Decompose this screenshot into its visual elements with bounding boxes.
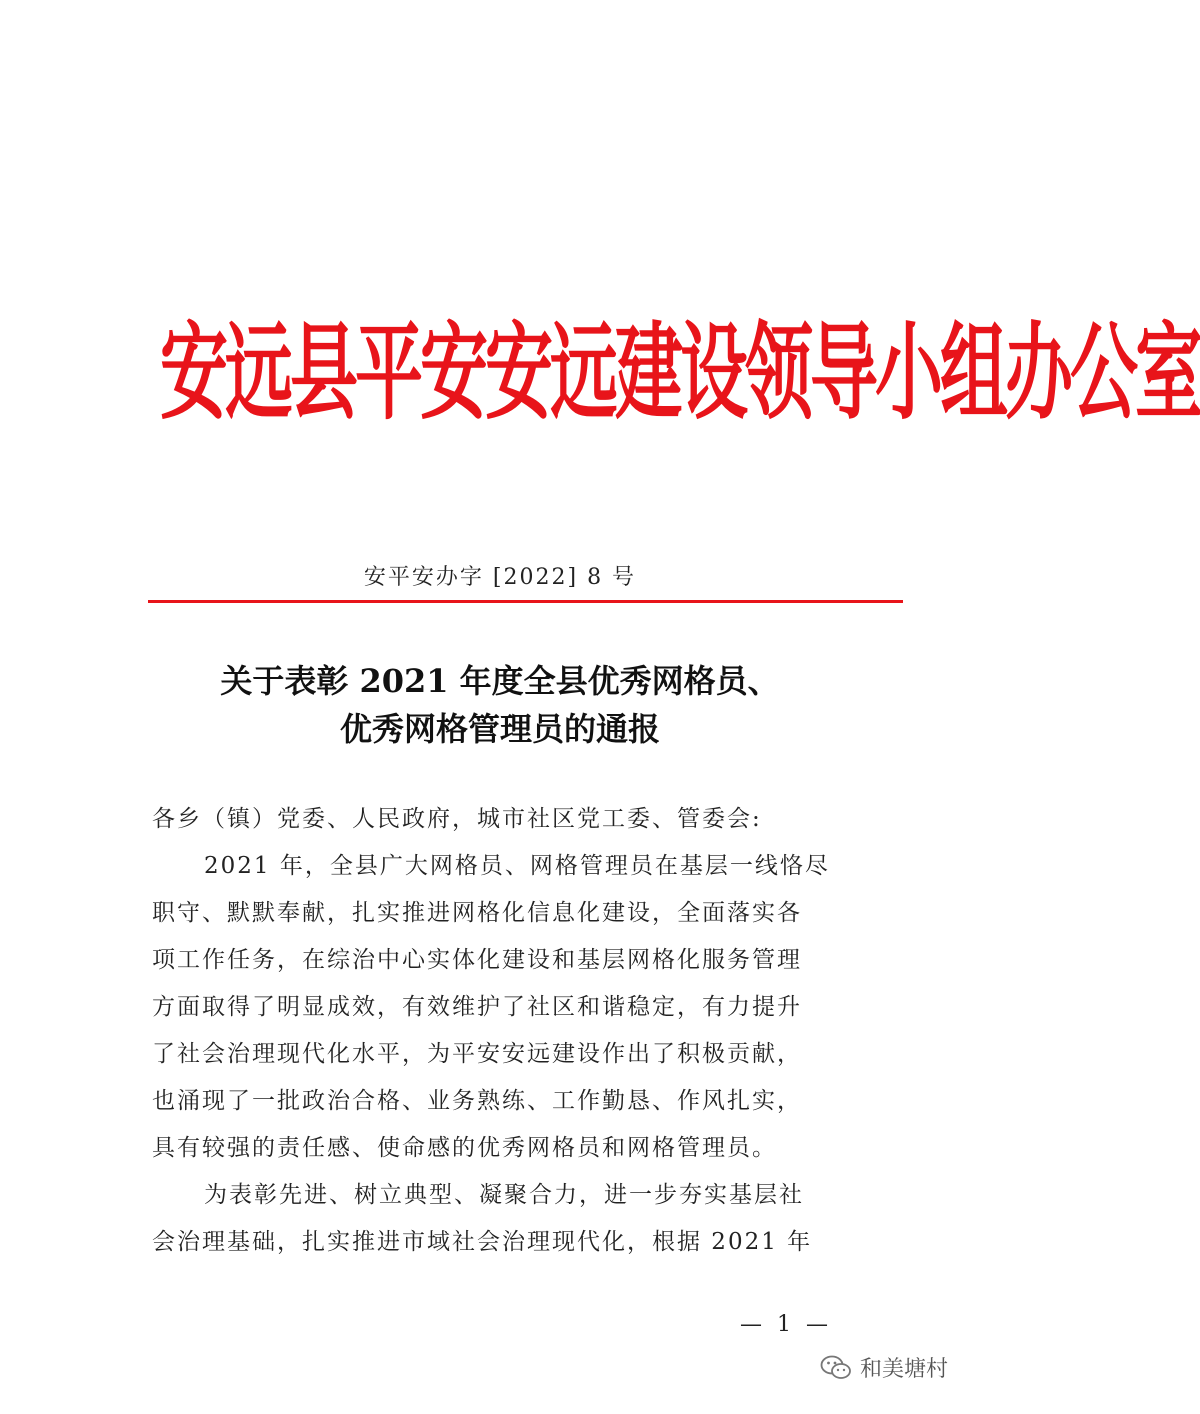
paragraph-2-line: 会治理基础，扎实推进市域社会治理现代化，根据 2021 年 (152, 1229, 813, 1255)
document-number: 安平安办字 [2022] 8 号 (363, 565, 637, 590)
document-title-line-2: 优秀网格管理员的通报 (339, 710, 660, 748)
paragraph-1-line: 方面取得了明显成效，有效维护了社区和谐稳定，有力提升 (152, 994, 802, 1020)
header-divider (148, 600, 903, 603)
document-title-line-1: 关于表彰 2021 年度全县优秀网格员、 (220, 662, 780, 700)
addressee: 各乡（镇）党委、人民政府，城市社区党工委、管委会: (152, 806, 762, 832)
paragraph-1-line: 了社会治理现代化水平，为平安安远建设作出了积极贡献， (152, 1041, 802, 1067)
paragraph-1-line: 具有较强的责任感、使命感的优秀网格员和网格管理员。 (152, 1135, 777, 1161)
paragraph-1-line: 项工作任务，在综治中心实体化建设和基层网格化服务管理 (152, 947, 802, 973)
wechat-icon (820, 1355, 852, 1381)
paragraph-1-line: 2021 年，全县广大网格员、网格管理员在基层一线恪尽 (204, 853, 830, 879)
watermark-text: 和美塘村 (860, 1357, 949, 1382)
issuing-office-header: 安远县平安安远建设领导小组办公室 (160, 313, 1200, 436)
page-number: — 1 — (740, 1312, 832, 1337)
document-body (152, 796, 852, 1266)
source-watermark (820, 1352, 948, 1383)
paragraph-1-line: 也涌现了一批政治合格、业务熟练、工作勤恳、作风扎实， (152, 1088, 802, 1114)
paragraph-2-line: 为表彰先进、树立典型、凝聚合力，进一步夯实基层社 (204, 1182, 804, 1208)
paragraph-1-line: 职守、默默奉献，扎实推进网格化信息化建设，全面落实各 (152, 900, 802, 926)
